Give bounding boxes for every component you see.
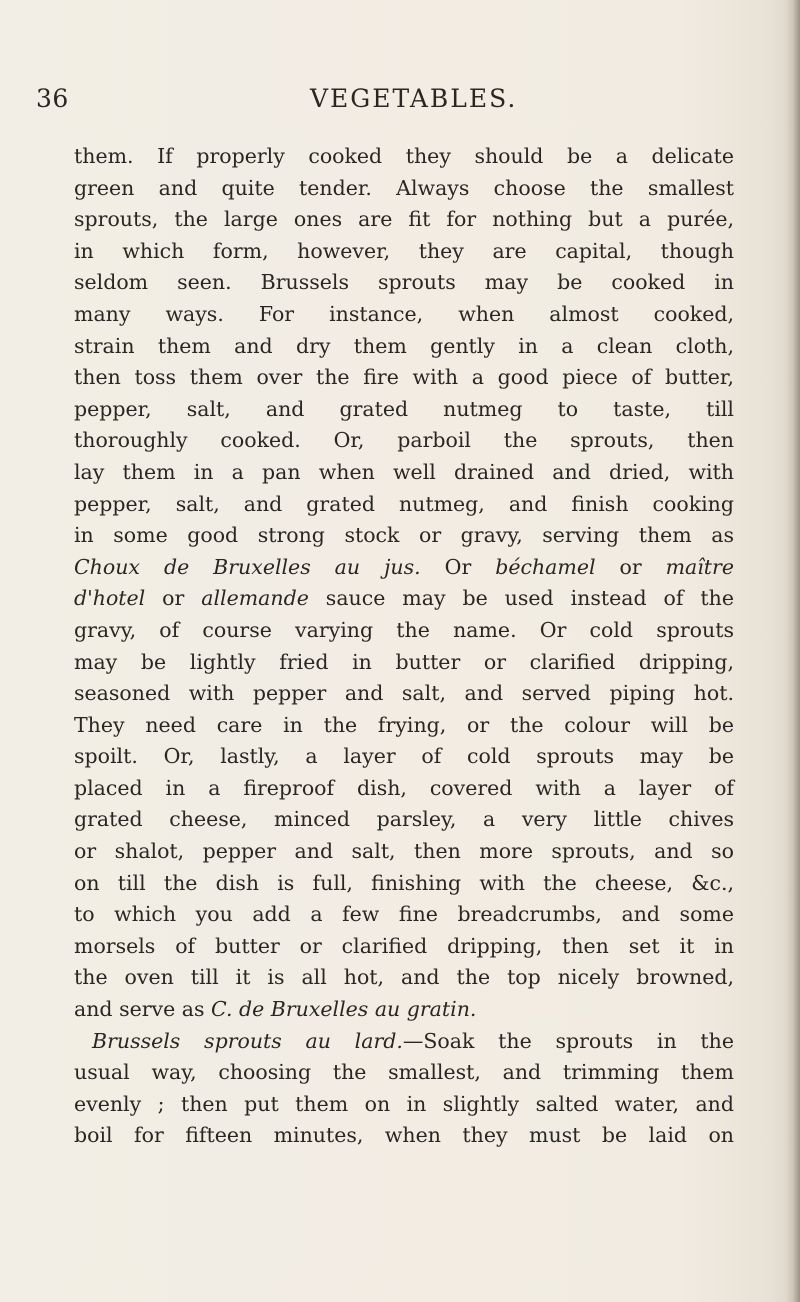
text-line: seasoned with pepper and salt, and served piping hot. <box>74 681 734 706</box>
text-run: or <box>595 554 666 579</box>
text-run: and serve as <box>74 997 212 1022</box>
text-line: or shalot, pepper and salt, then more sprouts, and so <box>74 839 734 864</box>
text-line: the oven till it is all hot, and the top nicely browned, <box>74 965 734 990</box>
text-line: many ways. For instance, when almost cooked, <box>74 301 734 326</box>
text-line: spoilt. Or, lastly, a layer of cold sprouts may be <box>74 744 734 769</box>
body-text <box>74 141 734 1152</box>
text-line-mixed <box>74 552 734 584</box>
text-run: or <box>145 586 202 611</box>
text-line: on till the dish is full, finishing with the cheese, &c., <box>74 870 734 895</box>
text-run: Or <box>420 554 496 579</box>
page-header <box>0 82 800 122</box>
text-line: morsels of butter or clarified dripping, then set it in <box>74 933 734 958</box>
italic-phrase: C. de Bruxelles au gratin. <box>211 997 477 1022</box>
page-edge-shadow <box>786 0 800 1302</box>
text-line: evenly ; then put them on in slightly salted water, and <box>74 1091 734 1116</box>
text-line: green and quite tender. Always choose the smallest <box>74 175 734 200</box>
text-line: sprouts, the large ones are fit for nothing but a purée, <box>74 207 734 232</box>
text-line: lay them in a pan when well drained and dried, with <box>74 459 734 484</box>
text-line: They need care in the frying, or the colour will be <box>74 712 734 737</box>
text-line: seldom seen. Brussels sprouts may be cooked in <box>74 270 734 295</box>
text-line: thoroughly cooked. Or, parboil the sprouts, then <box>74 428 734 453</box>
text-run: —Soak the sprouts in the <box>402 1028 734 1053</box>
text-line: in which form, however, they are capital, though <box>74 238 734 263</box>
italic-phrase: béchamel <box>495 554 596 579</box>
running-head: VEGETABLES. <box>310 84 518 113</box>
text-line: gravy, of course varying the name. Or cold sprouts <box>74 617 734 642</box>
text-line: grated cheese, minced parsley, a very little chives <box>74 807 734 832</box>
text-line: may be lightly fried in butter or clarified dripping, <box>74 649 734 674</box>
text-line: in some good strong stock or gravy, serving them as <box>74 523 734 548</box>
text-line: boil for fifteen minutes, when they must be laid on <box>74 1123 734 1148</box>
italic-phrase: Choux de Bruxelles au jus. <box>74 554 421 579</box>
text-run: sauce may be used instead of the <box>308 586 734 611</box>
italic-phrase: allemande <box>201 586 309 611</box>
text-line: them. If properly cooked they should be a delicate <box>74 144 734 168</box>
text-line: pepper, salt, and grated nutmeg to taste, till <box>74 396 734 421</box>
text-line: usual way, choosing the smallest, and trimming them <box>74 1060 734 1085</box>
text-line-mixed <box>74 583 734 615</box>
text-line: pepper, salt, and grated nutmeg, and finish cooking <box>74 491 734 516</box>
italic-phrase: d'hotel <box>74 586 146 611</box>
recipe-title: Brussels sprouts au lard. <box>92 1028 403 1053</box>
text-line-mixed <box>74 994 734 1026</box>
text-line: to which you add a few fine breadcrumbs, and some <box>74 902 734 927</box>
text-line: placed in a fireproof dish, covered with a layer of <box>74 775 734 800</box>
text-line: then toss them over the fire with a good piece of butter, <box>74 365 734 390</box>
italic-phrase: maître <box>665 554 734 579</box>
recipe-heading-line <box>74 1026 734 1058</box>
text-line: strain them and dry them gently in a clean cloth, <box>74 333 734 358</box>
page-number: 36 <box>36 84 69 113</box>
